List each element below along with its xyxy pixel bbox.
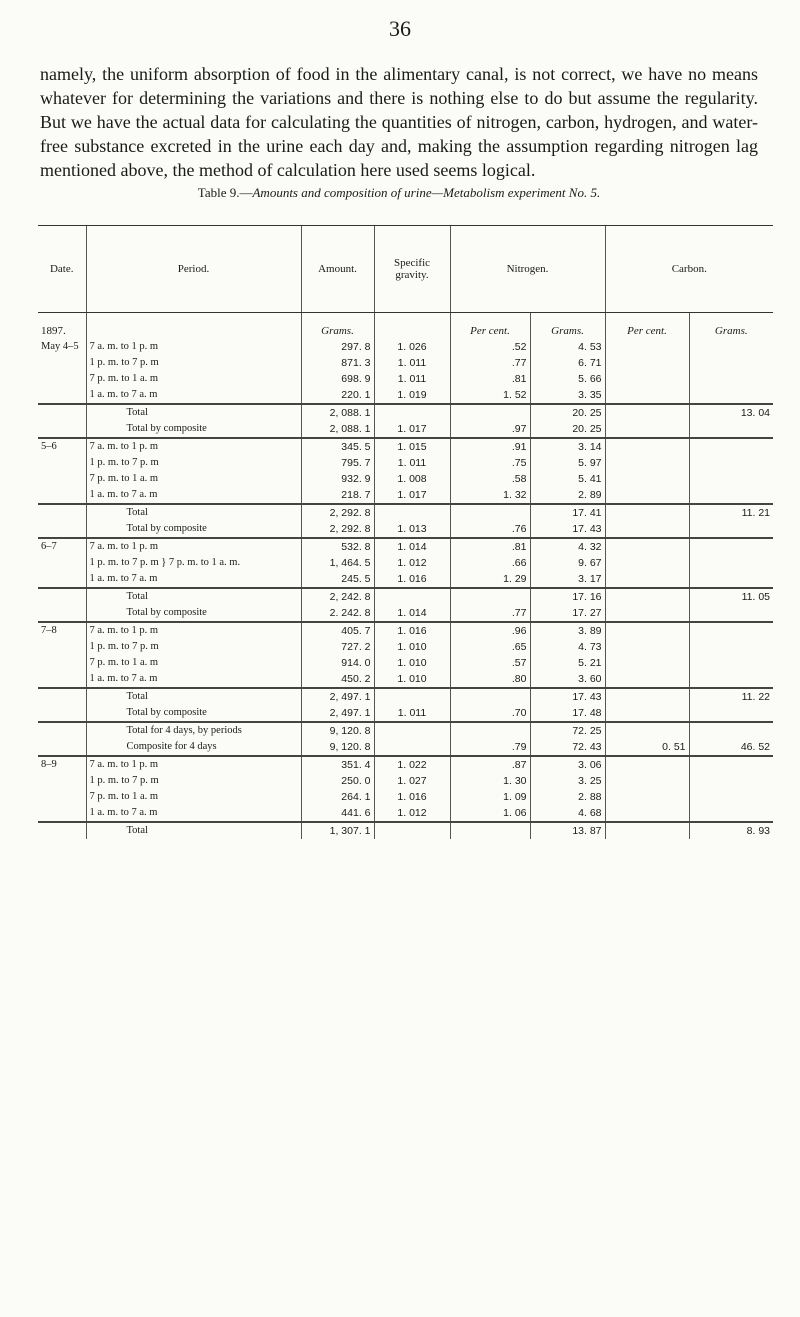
cell-specific-gravity: 1. 011 (374, 355, 450, 371)
cell-carbon-percent (605, 722, 689, 739)
cell-date (38, 639, 86, 655)
cell-carbon-percent (605, 504, 689, 521)
unit-carbon-grams: Grams. (689, 313, 773, 340)
cell-carbon-percent (605, 404, 689, 421)
cell-nitrogen-grams: 5. 97 (530, 455, 605, 471)
cell-carbon-percent (605, 688, 689, 705)
table-row (38, 805, 773, 822)
cell-nitrogen-grams: 3. 25 (530, 773, 605, 789)
cell-nitrogen-percent (450, 688, 530, 705)
cell-specific-gravity: 1. 010 (374, 639, 450, 655)
cell-specific-gravity: 1. 012 (374, 805, 450, 822)
cell-carbon-grams (689, 722, 773, 739)
cell-specific-gravity: 1. 016 (374, 622, 450, 639)
table-body (38, 313, 773, 840)
cell-carbon-percent (605, 521, 689, 538)
table-row (38, 521, 773, 538)
cell-carbon-percent: 0. 51 (605, 739, 689, 756)
cell-period: Total by composite (86, 705, 301, 722)
cell-carbon-grams (689, 538, 773, 555)
table-row (38, 722, 773, 739)
table-row (38, 421, 773, 438)
cell-amount: 2, 497. 1 (301, 688, 374, 705)
cell-specific-gravity (374, 739, 450, 756)
cell-nitrogen-grams: 17. 48 (530, 705, 605, 722)
table-row (38, 404, 773, 421)
cell-date: 5–6 (38, 438, 86, 455)
cell-carbon-grams (689, 438, 773, 455)
cell-nitrogen-grams: 20. 25 (530, 404, 605, 421)
cell-carbon-percent (605, 487, 689, 504)
table-row (38, 355, 773, 371)
cell-date (38, 722, 86, 739)
cell-amount: 2, 088. 1 (301, 421, 374, 438)
cell-period: 1 a. m. to 7 a. m (86, 805, 301, 822)
header-date: Date. (38, 226, 86, 313)
cell-carbon-percent (605, 822, 689, 839)
cell-date: 7–8 (38, 622, 86, 639)
cell-date: May 4–5 (41, 341, 79, 352)
table-row (38, 622, 773, 639)
header-carbon: Carbon. (605, 226, 773, 313)
cell-carbon-percent (605, 639, 689, 655)
cell-specific-gravity: 1. 010 (374, 655, 450, 671)
cell-nitrogen-percent: .76 (450, 521, 530, 538)
cell-carbon-grams (689, 789, 773, 805)
cell-period: 1 a. m. to 7 a. m (86, 671, 301, 688)
cell-carbon-grams (689, 471, 773, 487)
cell-period: 7 a. m. to 1 p. m (86, 438, 301, 455)
cell-nitrogen-grams: 3. 14 (530, 438, 605, 455)
table-row (38, 756, 773, 773)
cell-carbon-grams: 11. 22 (689, 688, 773, 705)
cell-date (38, 504, 86, 521)
cell-amount: 1, 307. 1 (301, 822, 374, 839)
cell-amount: 2, 088. 1 (301, 404, 374, 421)
table-row (38, 555, 773, 571)
cell-amount: 450. 2 (301, 671, 374, 688)
cell-carbon-percent (605, 622, 689, 639)
table-row (38, 605, 773, 622)
cell-date (38, 371, 86, 387)
cell-nitrogen-grams: 5. 21 (530, 655, 605, 671)
cell-date (38, 421, 86, 438)
cell-specific-gravity: 1. 014 (374, 538, 450, 555)
cell-nitrogen-percent: .66 (450, 555, 530, 571)
cell-nitrogen-grams: 3. 89 (530, 622, 605, 639)
cell-carbon-percent (605, 371, 689, 387)
cell-period: 1 p. m. to 7 p. m (86, 639, 301, 655)
cell-date (38, 605, 86, 622)
cell-date (38, 455, 86, 471)
cell-amount: 218. 7 (301, 487, 374, 504)
cell-carbon-percent (605, 705, 689, 722)
table-row (38, 471, 773, 487)
cell-nitrogen-grams: 4. 73 (530, 639, 605, 655)
cell-date (38, 404, 86, 421)
cell-period: Composite for 4 days (86, 739, 301, 756)
table-row (38, 822, 773, 839)
table-header-row (38, 226, 773, 313)
cell-amount: 871. 3 (301, 355, 374, 371)
table-row (38, 487, 773, 504)
cell-period: 1 a. m. to 7 a. m (86, 387, 301, 404)
cell-date (38, 688, 86, 705)
cell-period: Total (86, 504, 301, 521)
cell-amount: 9, 120. 8 (301, 739, 374, 756)
table-row (38, 773, 773, 789)
cell-period: 1 p. m. to 7 p. m (86, 355, 301, 371)
cell-carbon-grams (689, 622, 773, 639)
cell-amount: 727. 2 (301, 639, 374, 655)
cell-carbon-grams (689, 671, 773, 688)
cell-nitrogen-percent: 1. 32 (450, 487, 530, 504)
cell-date (38, 387, 86, 404)
cell-specific-gravity: 1. 016 (374, 789, 450, 805)
cell-nitrogen-percent: .75 (450, 455, 530, 471)
cell-carbon-percent (605, 387, 689, 404)
cell-specific-gravity: 1. 026 (374, 339, 450, 355)
cell-carbon-percent (605, 671, 689, 688)
cell-carbon-percent (605, 455, 689, 471)
cell-date (38, 355, 86, 371)
cell-period: 7 a. m. to 1 p. m (86, 339, 301, 355)
cell-nitrogen-grams: 17. 27 (530, 605, 605, 622)
unit-row (38, 313, 773, 340)
cell-period: Total for 4 days, by periods (86, 722, 301, 739)
cell-nitrogen-grams: 5. 41 (530, 471, 605, 487)
cell-nitrogen-percent: .58 (450, 471, 530, 487)
cell-carbon-percent (605, 339, 689, 355)
cell-period: 7 p. m. to 1 a. m (86, 789, 301, 805)
cell-nitrogen-grams: 17. 43 (530, 688, 605, 705)
cell-nitrogen-percent: .81 (450, 538, 530, 555)
cell-nitrogen-grams: 17. 43 (530, 521, 605, 538)
cell-amount: 914. 0 (301, 655, 374, 671)
cell-nitrogen-grams: 2. 88 (530, 789, 605, 805)
cell-carbon-grams (689, 705, 773, 722)
cell-nitrogen-percent (450, 822, 530, 839)
table-row (38, 639, 773, 655)
cell-specific-gravity: 1. 017 (374, 487, 450, 504)
cell-carbon-grams (689, 571, 773, 588)
cell-date (38, 487, 86, 504)
cell-carbon-grams (689, 805, 773, 822)
header-nitrogen: Nitrogen. (450, 226, 605, 313)
table-row (38, 739, 773, 756)
table-row (38, 387, 773, 404)
cell-carbon-percent (605, 588, 689, 605)
unit-amount: Grams. (301, 313, 374, 340)
cell-nitrogen-grams: 6. 71 (530, 355, 605, 371)
table-row (38, 671, 773, 688)
cell-nitrogen-grams: 72. 43 (530, 739, 605, 756)
cell-amount: 1, 464. 5 (301, 555, 374, 571)
cell-nitrogen-grams: 2. 89 (530, 487, 605, 504)
cell-specific-gravity: 1. 013 (374, 521, 450, 538)
table-row (38, 339, 773, 355)
cell-amount: 532. 8 (301, 538, 374, 555)
cell-nitrogen-grams: 72. 25 (530, 722, 605, 739)
cell-carbon-grams: 46. 52 (689, 739, 773, 756)
cell-nitrogen-grams: 17. 16 (530, 588, 605, 605)
table-row (38, 688, 773, 705)
cell-nitrogen-grams: 3. 60 (530, 671, 605, 688)
cell-amount: 264. 1 (301, 789, 374, 805)
cell-carbon-grams: 8. 93 (689, 822, 773, 839)
cell-date (38, 705, 86, 722)
header-specific-gravity: Specific gravity. (374, 226, 450, 313)
cell-nitrogen-grams: 4. 68 (530, 805, 605, 822)
cell-amount: 2, 242. 8 (301, 588, 374, 605)
cell-carbon-grams (689, 371, 773, 387)
cell-nitrogen-grams: 4. 53 (530, 339, 605, 355)
cell-specific-gravity: 1. 022 (374, 756, 450, 773)
cell-carbon-percent (605, 555, 689, 571)
cell-specific-gravity (374, 688, 450, 705)
table-row (38, 571, 773, 588)
header-amount: Amount. (301, 226, 374, 313)
cell-specific-gravity (374, 504, 450, 521)
cell-period: 7 a. m. to 1 p. m (86, 622, 301, 639)
cell-specific-gravity: 1. 017 (374, 421, 450, 438)
cell-amount: 345. 5 (301, 438, 374, 455)
cell-amount: 698. 9 (301, 371, 374, 387)
cell-specific-gravity (374, 404, 450, 421)
table-row (38, 588, 773, 605)
cell-period: 1 a. m. to 7 a. m (86, 571, 301, 588)
cell-date (38, 671, 86, 688)
cell-period: Total by composite (86, 521, 301, 538)
cell-period: 1 p. m. to 7 p. m } 7 p. m. to 1 a. m. (86, 555, 301, 571)
cell-nitrogen-percent: .52 (450, 339, 530, 355)
cell-carbon-grams (689, 756, 773, 773)
cell-carbon-percent (605, 571, 689, 588)
cell-period: Total by composite (86, 605, 301, 622)
cell-period: Total (86, 822, 301, 839)
cell-nitrogen-percent: .80 (450, 671, 530, 688)
cell-nitrogen-grams: 3. 06 (530, 756, 605, 773)
cell-specific-gravity: 1. 027 (374, 773, 450, 789)
cell-amount: 351. 4 (301, 756, 374, 773)
cell-carbon-grams (689, 605, 773, 622)
cell-specific-gravity: 1. 011 (374, 705, 450, 722)
cell-carbon-percent (605, 756, 689, 773)
cell-amount: 9, 120. 8 (301, 722, 374, 739)
cell-carbon-grams (689, 521, 773, 538)
cell-nitrogen-percent: 1. 29 (450, 571, 530, 588)
cell-amount: 2, 497. 1 (301, 705, 374, 722)
cell-specific-gravity: 1. 019 (374, 387, 450, 404)
cell-amount: 2, 292. 8 (301, 521, 374, 538)
cell-period: 7 a. m. to 1 p. m (86, 538, 301, 555)
cell-carbon-grams (689, 639, 773, 655)
cell-date (38, 805, 86, 822)
cell-period: Total by composite (86, 421, 301, 438)
unit-nitrogen-percent: Per cent. (450, 313, 530, 340)
cell-nitrogen-grams: 5. 66 (530, 371, 605, 387)
cell-specific-gravity: 1. 011 (374, 371, 450, 387)
body-paragraph: namely, the uniform absorption of food in the alimentary canal, is not correct, we have no means whatever for determining the variations and there is nothing else to do but assume the regularity. But we have the actual data for calculating the quantities of nitrogen, carbon, hydrogen, and water-free substance excreted in the urine each day and, making the assumption regarding nitrogen lag mentioned above, the method of calculation here used seems logical. (40, 64, 758, 180)
table-row (38, 504, 773, 521)
cell-date (38, 822, 86, 839)
unit-nitrogen-grams: Grams. (530, 313, 605, 340)
cell-carbon-percent (605, 538, 689, 555)
cell-carbon-grams (689, 773, 773, 789)
cell-amount: 297. 8 (301, 339, 374, 355)
caption-label: Table 9. (197, 185, 240, 200)
cell-carbon-percent (605, 805, 689, 822)
cell-nitrogen-percent (450, 504, 530, 521)
unit-blank (374, 313, 450, 340)
urine-composition-table (38, 225, 773, 839)
cell-period: 7 a. m. to 1 p. m (86, 756, 301, 773)
cell-specific-gravity: 1. 008 (374, 471, 450, 487)
cell-nitrogen-grams: 17. 41 (530, 504, 605, 521)
cell-date (38, 773, 86, 789)
cell-amount: 220. 1 (301, 387, 374, 404)
cell-period: 7 p. m. to 1 a. m (86, 371, 301, 387)
cell-carbon-grams (689, 487, 773, 504)
cell-carbon-grams: 11. 05 (689, 588, 773, 605)
cell-carbon-percent (605, 605, 689, 622)
cell-nitrogen-percent (450, 404, 530, 421)
cell-carbon-grams (689, 455, 773, 471)
cell-carbon-grams (689, 387, 773, 404)
cell-carbon-percent (605, 421, 689, 438)
cell-nitrogen-percent: .65 (450, 639, 530, 655)
cell-specific-gravity: 1. 011 (374, 455, 450, 471)
table-row (38, 538, 773, 555)
cell-nitrogen-percent: .97 (450, 421, 530, 438)
cell-period: Total (86, 588, 301, 605)
cell-amount: 932. 9 (301, 471, 374, 487)
cell-nitrogen-percent: .57 (450, 655, 530, 671)
header-period: Period. (86, 226, 301, 313)
cell-nitrogen-percent: .79 (450, 739, 530, 756)
cell-nitrogen-percent: 1. 30 (450, 773, 530, 789)
cell-nitrogen-grams: 3. 35 (530, 387, 605, 404)
cell-nitrogen-grams: 9. 67 (530, 555, 605, 571)
cell-date (38, 588, 86, 605)
cell-amount: 250. 0 (301, 773, 374, 789)
table-row (38, 371, 773, 387)
table-row (38, 789, 773, 805)
cell-specific-gravity: 1. 014 (374, 605, 450, 622)
cell-nitrogen-grams: 4. 32 (530, 538, 605, 555)
cell-carbon-percent (605, 655, 689, 671)
cell-specific-gravity (374, 588, 450, 605)
cell-nitrogen-percent: 1. 52 (450, 387, 530, 404)
cell-carbon-percent (605, 789, 689, 805)
cell-period: Total (86, 404, 301, 421)
cell-carbon-grams (689, 339, 773, 355)
cell-carbon-percent (605, 471, 689, 487)
cell-period: 1 p. m. to 7 p. m (86, 455, 301, 471)
cell-carbon-grams (689, 555, 773, 571)
cell-nitrogen-percent: .81 (450, 371, 530, 387)
cell-nitrogen-grams: 13. 87 (530, 822, 605, 839)
cell-date (38, 789, 86, 805)
table-row (38, 455, 773, 471)
cell-carbon-grams: 13. 04 (689, 404, 773, 421)
cell-nitrogen-percent: .77 (450, 605, 530, 622)
cell-carbon-grams (689, 421, 773, 438)
cell-date (38, 655, 86, 671)
cell-nitrogen-percent (450, 588, 530, 605)
cell-period: Total (86, 688, 301, 705)
cell-specific-gravity: 1. 010 (374, 671, 450, 688)
cell-nitrogen-grams: 3. 17 (530, 571, 605, 588)
table-row (38, 438, 773, 455)
cell-date: 8–9 (38, 756, 86, 773)
cell-nitrogen-percent: 1. 09 (450, 789, 530, 805)
cell-amount: 441. 6 (301, 805, 374, 822)
cell-carbon-percent (605, 438, 689, 455)
page-number: 36 (389, 16, 411, 41)
cell-carbon-grams (689, 355, 773, 371)
cell-period: 7 p. m. to 1 a. m (86, 655, 301, 671)
table-caption: Table 9.—Amounts and composition of urine—Metabolism experiment No. 5. (197, 185, 601, 200)
cell-nitrogen-percent: .77 (450, 355, 530, 371)
cell-amount: 795. 7 (301, 455, 374, 471)
caption-title: Amounts and composition of urine—Metabolism experiment No. 5. (252, 185, 601, 200)
cell-period: 7 p. m. to 1 a. m (86, 471, 301, 487)
unit-blank (86, 313, 301, 340)
cell-date (38, 555, 86, 571)
cell-nitrogen-percent: 1. 06 (450, 805, 530, 822)
cell-nitrogen-grams: 20. 25 (530, 421, 605, 438)
cell-nitrogen-percent: .96 (450, 622, 530, 639)
cell-nitrogen-percent: .70 (450, 705, 530, 722)
cell-specific-gravity: 1. 015 (374, 438, 450, 455)
cell-date (38, 571, 86, 588)
cell-carbon-percent (605, 355, 689, 371)
cell-amount: 2, 292. 8 (301, 504, 374, 521)
cell-nitrogen-percent: .87 (450, 756, 530, 773)
cell-nitrogen-percent (450, 722, 530, 739)
table-row (38, 705, 773, 722)
cell-specific-gravity (374, 822, 450, 839)
cell-nitrogen-percent: .91 (450, 438, 530, 455)
cell-date (38, 521, 86, 538)
table-row (38, 655, 773, 671)
unit-carbon-percent: Per cent. (605, 313, 689, 340)
cell-carbon-grams (689, 655, 773, 671)
cell-specific-gravity (374, 722, 450, 739)
cell-period: 1 a. m. to 7 a. m (86, 487, 301, 504)
cell-date: 6–7 (38, 538, 86, 555)
cell-period: 1 p. m. to 7 p. m (86, 773, 301, 789)
cell-date (38, 739, 86, 756)
cell-amount: 245. 5 (301, 571, 374, 588)
cell-date (38, 471, 86, 487)
cell-carbon-percent (605, 773, 689, 789)
cell-amount: 405. 7 (301, 622, 374, 639)
cell-carbon-grams: 11. 21 (689, 504, 773, 521)
cell-specific-gravity: 1. 012 (374, 555, 450, 571)
year-label: 1897. (41, 325, 66, 337)
cell-amount: 2. 242. 8 (301, 605, 374, 622)
cell-specific-gravity: 1. 016 (374, 571, 450, 588)
